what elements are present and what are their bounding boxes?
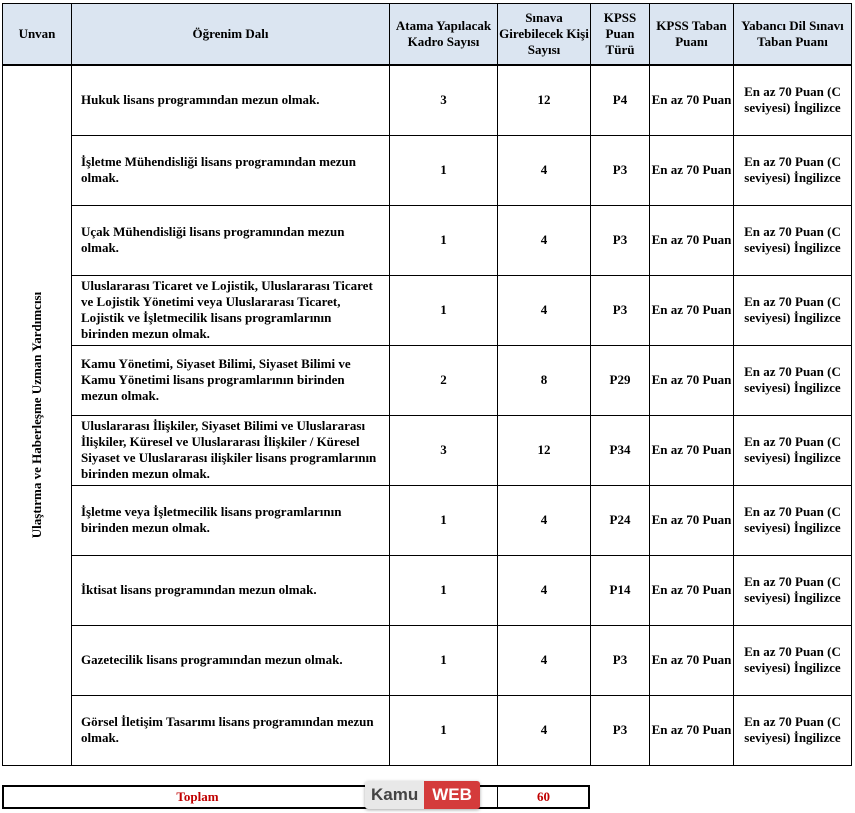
puan-turu-cell: P3 [591,625,650,695]
kisi-cell: 4 [498,485,591,555]
taban-cell: En az 70 Puan [650,205,734,275]
table-row [3,205,852,275]
kadro-cell: 1 [390,695,498,765]
field-cell: İktisat lisans programından mezun olmak. [72,555,390,625]
header-field: Öğrenim Dalı [72,4,390,66]
total-label: Toplam [176,789,219,804]
dil-cell: En az 70 Puan (C seviyesi) İngilizce [734,415,852,485]
kisi-cell: 12 [498,65,591,135]
table-row [3,695,852,765]
taban-cell: En az 70 Puan [650,555,734,625]
table-row [3,345,852,415]
kadro-cell: 3 [390,415,498,485]
header-taban: KPSS Taban Puanı [650,4,734,66]
puan-turu-cell: P14 [591,555,650,625]
watermark-part2: WEB [424,781,480,809]
dil-cell: En az 70 Puan (C seviyesi) İngilizce [734,345,852,415]
table-row [3,65,852,135]
dil-cell: En az 70 Puan (C seviyesi) İngilizce [734,135,852,205]
kisi-cell: 4 [498,135,591,205]
table-row [3,485,852,555]
puan-turu-cell: P4 [591,65,650,135]
dil-cell: En az 70 Puan (C seviyesi) İngilizce [734,555,852,625]
puan-turu-cell: P24 [591,485,650,555]
table-row [3,135,852,205]
puan-turu-cell: P3 [591,205,650,275]
puan-turu-cell: P3 [591,275,650,345]
puan-turu-cell: P29 [591,345,650,415]
kadro-cell: 3 [390,65,498,135]
taban-cell: En az 70 Puan [650,485,734,555]
table-row [3,555,852,625]
field-cell: İşletme veya İşletmecilik lisans programlarının birinden mezun olmak. [72,485,390,555]
taban-cell: En az 70 Puan [650,625,734,695]
total-divider [497,787,498,807]
taban-cell: En az 70 Puan [650,415,734,485]
watermark-part1: Kamu [365,781,424,809]
table-row [3,625,852,695]
field-cell: Görsel İletişim Tasarımı lisans programından mezun olmak. [72,695,390,765]
kisi-cell: 12 [498,415,591,485]
kisi-cell: 4 [498,625,591,695]
total-value: 60 [537,789,550,804]
kisi-cell: 8 [498,345,591,415]
field-cell: Kamu Yönetimi, Siyaset Bilimi, Siyaset Bilimi ve Kamu Yönetimi lisans programlarının birinden mezun olmak. [72,345,390,415]
taban-cell: En az 70 Puan [650,275,734,345]
kisi-cell: 4 [498,275,591,345]
dil-cell: En az 70 Puan (C seviyesi) İngilizce [734,485,852,555]
field-cell: Uluslararası İlişkiler, Siyaset Bilimi ve Uluslararası İlişkiler, Küresel ve Uluslararası İlişkiler / Küresel Siyaset ve Uluslararası ilişkiler lisans programlarının birinden mezun olmak. [72,415,390,485]
unvan-value: Ulaştırma ve Haberleşme Uzman Yardımcısı [29,292,44,539]
puan-turu-cell: P3 [591,135,650,205]
kadro-cell: 2 [390,345,498,415]
puan-turu-cell: P34 [591,415,650,485]
taban-cell: En az 70 Puan [650,345,734,415]
total-row [2,785,590,809]
dil-cell: En az 70 Puan (C seviyesi) İngilizce [734,275,852,345]
field-cell: Gazetecilik lisans programından mezun olmak. [72,625,390,695]
kisi-cell: 4 [498,205,591,275]
taban-cell: En az 70 Puan [650,695,734,765]
dil-cell: En az 70 Puan (C seviyesi) İngilizce [734,695,852,765]
header-row [3,4,852,66]
kadro-cell: 1 [390,205,498,275]
unvan-cell [3,65,72,765]
kadro-cell: 1 [390,625,498,695]
header-dil: Yabancı Dil Sınavı Taban Puanı [734,4,852,66]
taban-cell: En az 70 Puan [650,135,734,205]
header-unvan: Unvan [3,4,72,66]
taban-cell: En az 70 Puan [650,65,734,135]
kadro-cell: 1 [390,135,498,205]
header-puan-turu: KPSS Puan Türü [591,4,650,66]
positions-table [2,3,852,766]
kamuweb-watermark [365,781,480,809]
dil-cell: En az 70 Puan (C seviyesi) İngilizce [734,65,852,135]
field-cell: Uluslararası Ticaret ve Lojistik, Uluslararası Ticaret ve Lojistik Yönetimi veya Uluslararası Ticaret, Lojistik ve İşletmecilik lisans programlarının birinden mezun olmak. [72,275,390,345]
kadro-cell: 1 [390,555,498,625]
kadro-cell: 1 [390,485,498,555]
kadro-cell: 1 [390,275,498,345]
header-kadro: Atama Yapılacak Kadro Sayısı [390,4,498,66]
field-cell: Uçak Mühendisliği lisans programından mezun olmak. [72,205,390,275]
dil-cell: En az 70 Puan (C seviyesi) İngilizce [734,625,852,695]
kisi-cell: 4 [498,555,591,625]
header-kisi: Sınava Girebilecek Kişi Sayısı [498,4,591,66]
table-row [3,275,852,345]
table-row [3,415,852,485]
field-cell: Hukuk lisans programından mezun olmak. [72,65,390,135]
dil-cell: En az 70 Puan (C seviyesi) İngilizce [734,205,852,275]
puan-turu-cell: P3 [591,695,650,765]
field-cell: İşletme Mühendisliği lisans programından mezun olmak. [72,135,390,205]
kisi-cell: 4 [498,695,591,765]
